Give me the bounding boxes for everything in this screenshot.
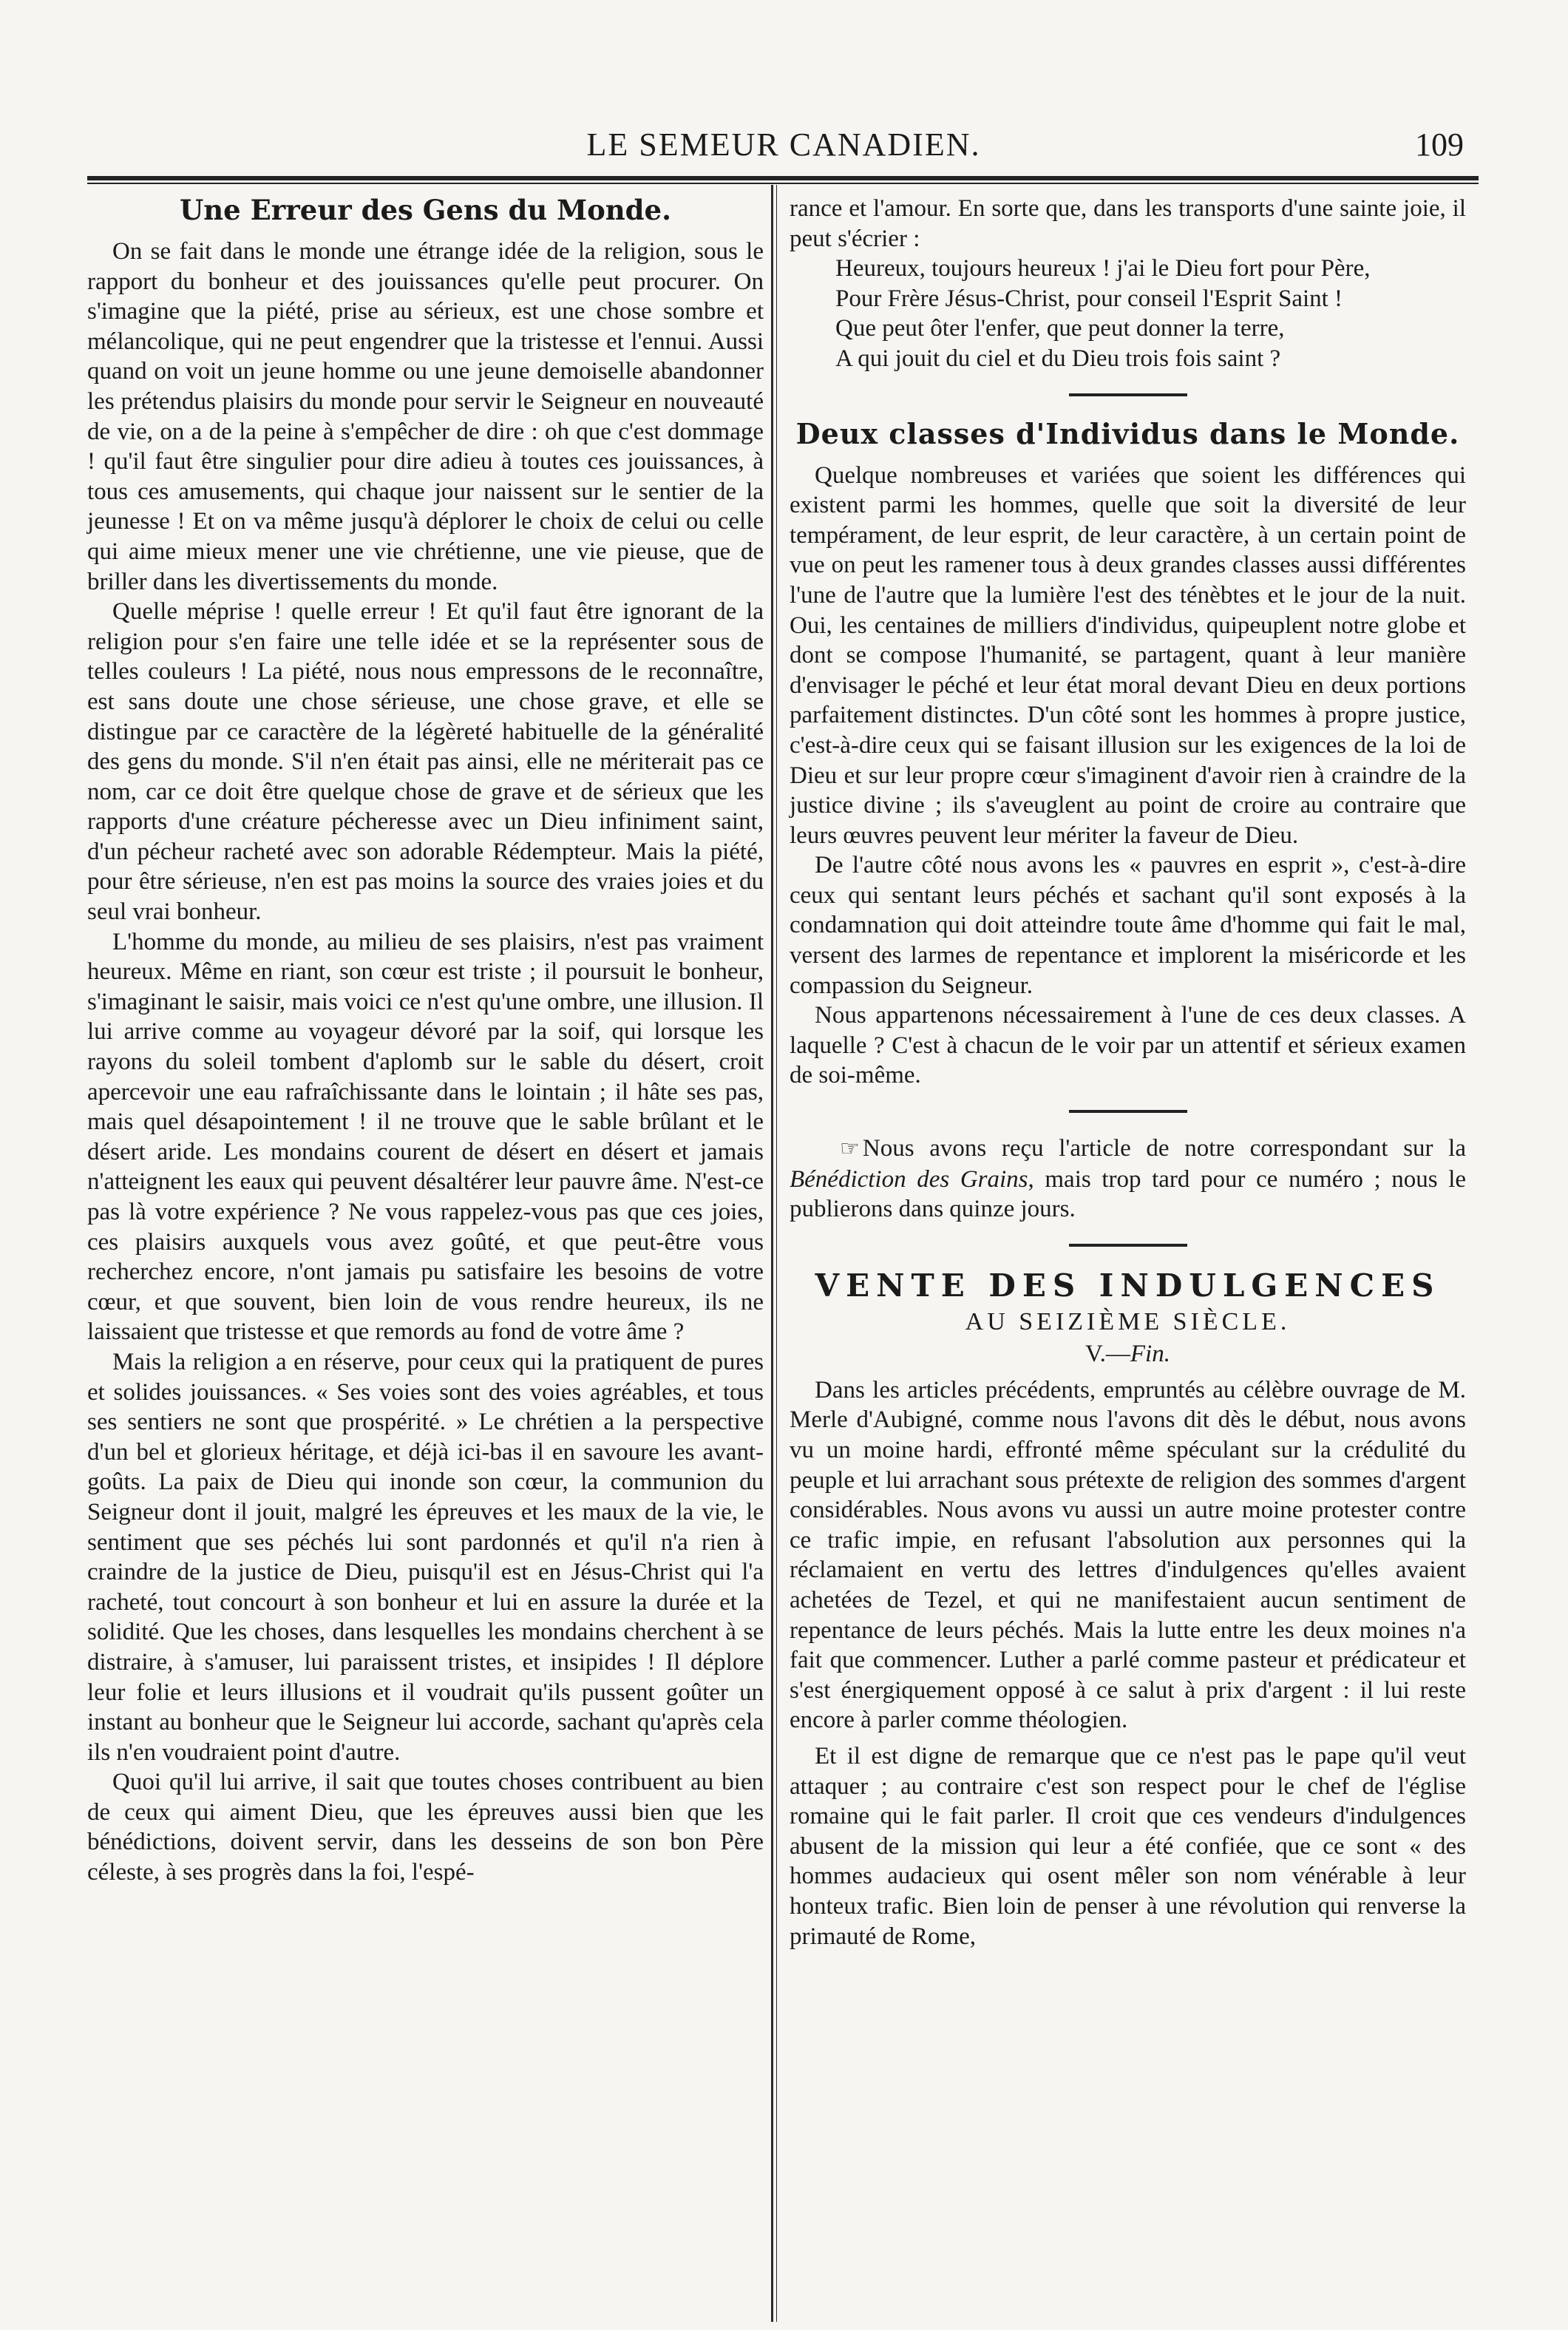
section-separator — [1069, 1244, 1187, 1247]
article-paragraph: L'homme du monde, au milieu de ses plaisirs, n'est pas vraiment heureux. Même en riant, son cœur est triste ; il poursuit le bonheur, s'imaginant le saisir, mais voici ce n'est qu'une ombre, une illusion. Il lui arrive comme au voyageur dévoré par la soif, qui lorsque les rayons du soleil tombent d'aplomb sur le sable du désert, croit apercevoir une eau rafraîchissante dans le lointain ; il hâte ses pas, mais quel désapointement ! il ne trouve que le sable brûlant et le désert aride. Les mondains courent de désert en désert et jamais n'atteignent les eaux qui peuvent désaltérer leur pauvre âme. N'est-ce pas là votre expérience ? Ne vous rappelez-vous pas que ces joies, ces plaisirs auxquels vous avez goûté, et que peut-être vous recherchez encore, n'ont jamais pu satisfaire les besoins de votre cœur, et que souvent, bien loin de vous rendre heureux, ils ne laissaient que tristesse et que remords au fond de votre âme ? — [87, 928, 764, 1346]
verse-line: Pour Frère Jésus-Christ, pour conseil l'Esprit Saint ! — [835, 285, 1343, 312]
pointing-hand-icon: ☞ — [840, 1137, 860, 1162]
right-column — [790, 194, 1466, 1951]
section-paragraph: Et il est digne de remarque que ce n'est pas le pape qu'il veut attaquer ; au contraire c'est son respect pour le chef de l'église romaine qui le fait parler. Il croit que ces vendeurs d'indulgences abusent de la mission qui leur a été confiée, que ce sont « des hommes audacieux qui osent mêler son nom vénérable à leur honteux trafic. Bien loin de penser à une révolution qui renverse la primauté de Rome, — [790, 1742, 1466, 1950]
section-subtitle: AU SEIZIÈME SIÈCLE. — [965, 1307, 1291, 1335]
part-fin: Fin. — [1130, 1340, 1170, 1367]
verse-block — [835, 254, 1466, 373]
verse-line: Heureux, toujours heureux ! j'ai le Dieu fort pour Père, — [835, 255, 1371, 282]
part-number: V.— — [1085, 1340, 1130, 1367]
header-rule — [87, 176, 1479, 180]
part-label — [790, 1341, 1466, 1368]
page-header — [89, 118, 1479, 170]
article-paragraph: Mais la religion a en réserve, pour ceux qui la pratiquent de pures et solides jouissances. « Ses voies sont des voies agréables, et tous ses sentiers ne sont que prospérité. » Le chrétien a la perspective d'un bel et glorieux héritage, et déjà ici-bas il en savoure les avant-goûts. La paix de Dieu qui inonde son cœur, la communion du Seigneur dont il jouit, malgré les épreuves et les maux de la vie, le sentiment que ses péchés lui sont pardonnés et qu'il n'a rien à craindre de la justice de Dieu, puisqu'il est en Jésus-Christ qui l'a racheté, tout concourt à son bonheur et lui en assure la durée et la solidité. Que les choses, dans lesquelles les mondains cherchent à se distraire, à s'amuser, lui paraissent tristes, et insipides ! Il déplore leur folie et leurs illusions et il voudrait qu'ils pussent goûter un instant au bonheur que le Seigneur lui accorde, sachant qu'après cela ils n'en voudraient point d'autre. — [87, 1348, 764, 1766]
section-paragraph: De l'autre côté nous avons les « pauvres en esprit », c'est-à-dire ceux qui sentant leurs péchés et sachant qu'il sont exposés à la condamnation qui doit atteindre toute âme d'homme qui fait le mal, versent des larmes de repentance et implorent la miséricorde et les compassion du Seigneur. — [790, 852, 1466, 999]
article-paragraph: On se fait dans le monde une étrange idée de la religion, sous le rapport du bonheur et des jouissances qu'elle peut procurer. On s'imagine que la piété, prise au sérieux, est une chose sombre et mélancolique, qui ne peut engendrer que la tristesse et l'ennui. Aussi quand on voit un jeune homme ou une jeune demoiselle abandonner les prétendus plaisirs du monde pour servir le Seigneur en nouveauté de vie, on a de la peine à s'empêcher de dire : oh que c'est dommage ! qu'il faut être singulier pour dire adieu à toutes ces jouissances, à tous ces amusements, qui chaque jour naissent sur le sentier de la jeunesse ! Et on va même jusqu'à déplorer le choix de celui ou celle qui aime mieux mener une vie chrétienne, une vie pieuse, que de briller dans les divertissements du monde. — [87, 238, 764, 595]
verse-line: Que peut ôter l'enfer, que peut donner la terre, — [835, 315, 1285, 342]
section-title-large: VENTE DES INDULGENCES — [815, 1267, 1441, 1304]
section-separator — [1069, 393, 1187, 396]
verse-line: A qui jouit du ciel et du Dieu trois fois saint ? — [835, 345, 1281, 372]
article-paragraph: Quoi qu'il lui arrive, il sait que toutes choses contribuent au bien de ceux qui aiment Dieu, que les épreuves aussi bien que les bénédictions, doivent servir, dans les desseins de son bon Père céleste, à ses progrès dans la foi, l'espé- — [87, 1769, 764, 1886]
article-title: Une Erreur des Gens du Monde. — [180, 194, 671, 226]
section-paragraph: Quelque nombreuses et variées que soient les différences qui existent parmi les hommes, quelle que soit la diversité de leur tempérament, de leur esprit, de leur caractère, à un certain point de vue on peut les ramener tous à deux grandes classes aussi différentes l'une de l'autre que la lumière l'est des ténèbtes et le jour de la nuit. Oui, les centaines de milliers d'individus, quipeuplent notre globe et dont se compose l'humanité, se partagent, quant à leur manière d'envisager le péché et leur état moral devant Dieu en deux portions parfaitement distinctes. D'un côté sont les hommes à propre justice, c'est-à-dire ceux qui se faisant illusion sur les exigences de la loi de Dieu et sur leur propre cœur s'imaginent d'avoir rien à craindre de la justice divine ; ils s'aveuglent au point de croire au contraire que leurs œuvres peuvent leur mériter la faveur de Dieu. — [790, 461, 1466, 849]
left-column — [87, 194, 764, 1888]
continuation-text: rance et l'amour. En sorte que, dans les transports d'une sainte joie, il peut s'écrier : — [790, 195, 1466, 252]
section-title: Deux classes d'Individus dans le Monde. — [795, 416, 1460, 450]
section-paragraph: Nous appartenons nécessairement à l'une de ces deux classes. A laquelle ? C'est à chacun de le voir par un attentif et sérieux examen de soi-même. — [790, 1002, 1466, 1089]
column-divider-thin — [776, 185, 777, 2322]
header-rule-thin — [87, 183, 1479, 184]
notice-italic: Bénédiction des Grains — [790, 1165, 1028, 1193]
section-paragraph: Dans les articles précédents, empruntés au célèbre ouvrage de M. Merle d'Aubigné, comme nous l'avons dit dès le début, nous avons vu un moine hardi, effronté même spéculant sur la crédulité du peuple et lui arrachant sous prétexte de religion des sommes d'argent considérables. Nous avons vu aussi un autre moine protester contre ce trafic impie, en refusant l'absolution aux personnes qui la réclamaient en vertu des lettres d'indulgences qu'elles avaient achetées de Tezel, et qui ne manifestaient aucun sentiment de repentance de leurs péchés. Mais la lutte entre les deux moines n'a fait que commencer. Luther a parlé comme pasteur et prédicateur et s'est énergiquement opposé à ce salut à prix d'argent : il lui reste encore à parler comme théologien. — [790, 1376, 1466, 1734]
article-paragraph: Quelle méprise ! quelle erreur ! Et qu'il faut être ignorant de la religion pour s'en faire une telle idée et se la représenter sous de telles couleurs ! La piété, nous nous empressons de le reconnaître, est sans doute une chose sérieuse, une chose grave, et elle se distingue par ce caractère de la légèreté habituelle de la généralité des gens du monde. S'il n'en était pas ainsi, elle ne mériterait pas ce nom, car ce doit être quelque chose de grave et de sérieux que les rapports d'une créature pécheresse avec un Dieu infiniment saint, d'un pécheur racheté avec son adorable Rédempteur. Mais la piété, pour être sérieuse, n'en est pas moins la source des vraies joies et du seul vrai bonheur. — [87, 598, 764, 926]
notice-text-end: , mais trop tard pour ce numéro ; nous le publierons dans quinze jours. — [790, 1165, 1467, 1223]
paragraph-spacer — [790, 1735, 1466, 1741]
page-number: 109 — [1415, 126, 1464, 163]
notice-text: Nous avons reçu l'article de notre correspondant sur la — [862, 1135, 1466, 1162]
running-title: LE SEMEUR CANADIEN. — [586, 126, 981, 163]
section-separator — [1069, 1110, 1187, 1113]
column-divider — [771, 185, 773, 2322]
editor-notice — [790, 1134, 1466, 1225]
